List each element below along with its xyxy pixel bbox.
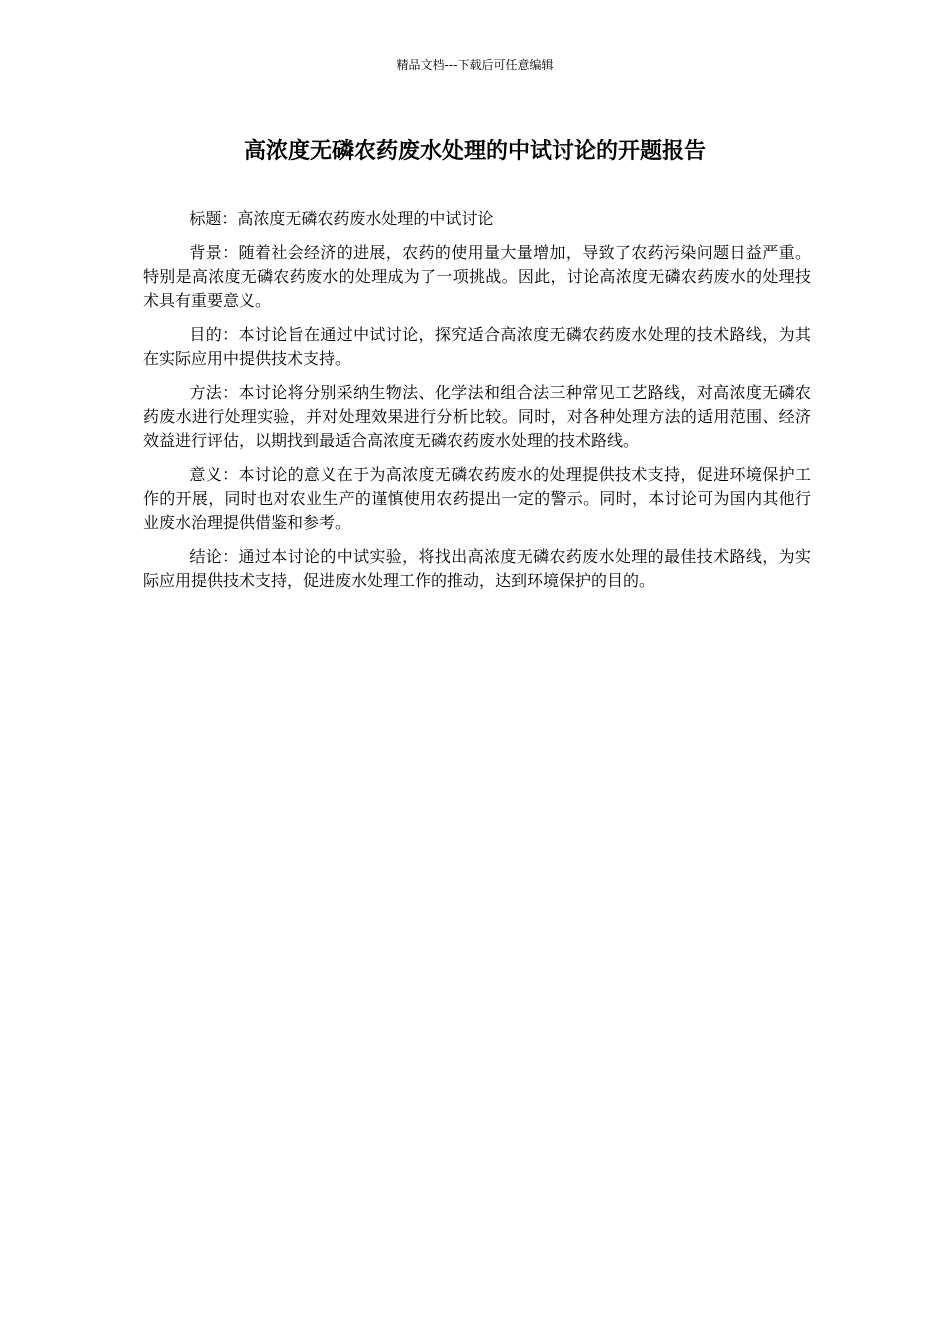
document-body	[143, 207, 811, 603]
document-title: 高浓度无磷农药废水处理的中试讨论的开题报告	[243, 139, 706, 164]
paragraph-method: 方法：本讨论将分别采纳生物法、化学法和组合法三种常见工艺路线，对高浓度无磷农药废水进行处理实验，并对处理效果进行分析比较。同时，对各种处理方法的适用范围、经济效益进行评估，以期找到最适合高浓度无磷农药废水处理的技术路线。	[143, 383, 811, 450]
paragraph-significance: 意义：本讨论的意义在于为高浓度无磷农药废水的处理提供技术支持，促进环境保护工作的开展，同时也对农业生产的谨慎使用农药提出一定的警示。同时，本讨论可为国内其他行业废水治理提供借鉴和参考。	[143, 465, 811, 532]
paragraph-background: 背景：随着社会经济的进展，农药的使用量大量增加，导致了农药污染问题日益严重。特别是高浓度无磷农药废水的处理成为了一项挑战。因此，讨论高浓度无磷农药废水的处理技术具有重要意义。	[143, 243, 811, 310]
header-note: 精品文档---下载后可任意编辑	[396, 58, 554, 72]
paragraph-conclusion: 结论：通过本讨论的中试实验，将找出高浓度无磷农药废水处理的最佳技术路线，为实际应用提供技术支持，促进废水处理工作的推动，达到环境保护的目的。	[143, 547, 811, 590]
paragraph-purpose: 目的：本讨论旨在通过中试讨论，探究适合高浓度无磷农药废水处理的技术路线，为其在实际应用中提供技术支持。	[143, 325, 811, 368]
paragraph-title: 标题：高浓度无磷农药废水处理的中试讨论	[189, 209, 494, 228]
